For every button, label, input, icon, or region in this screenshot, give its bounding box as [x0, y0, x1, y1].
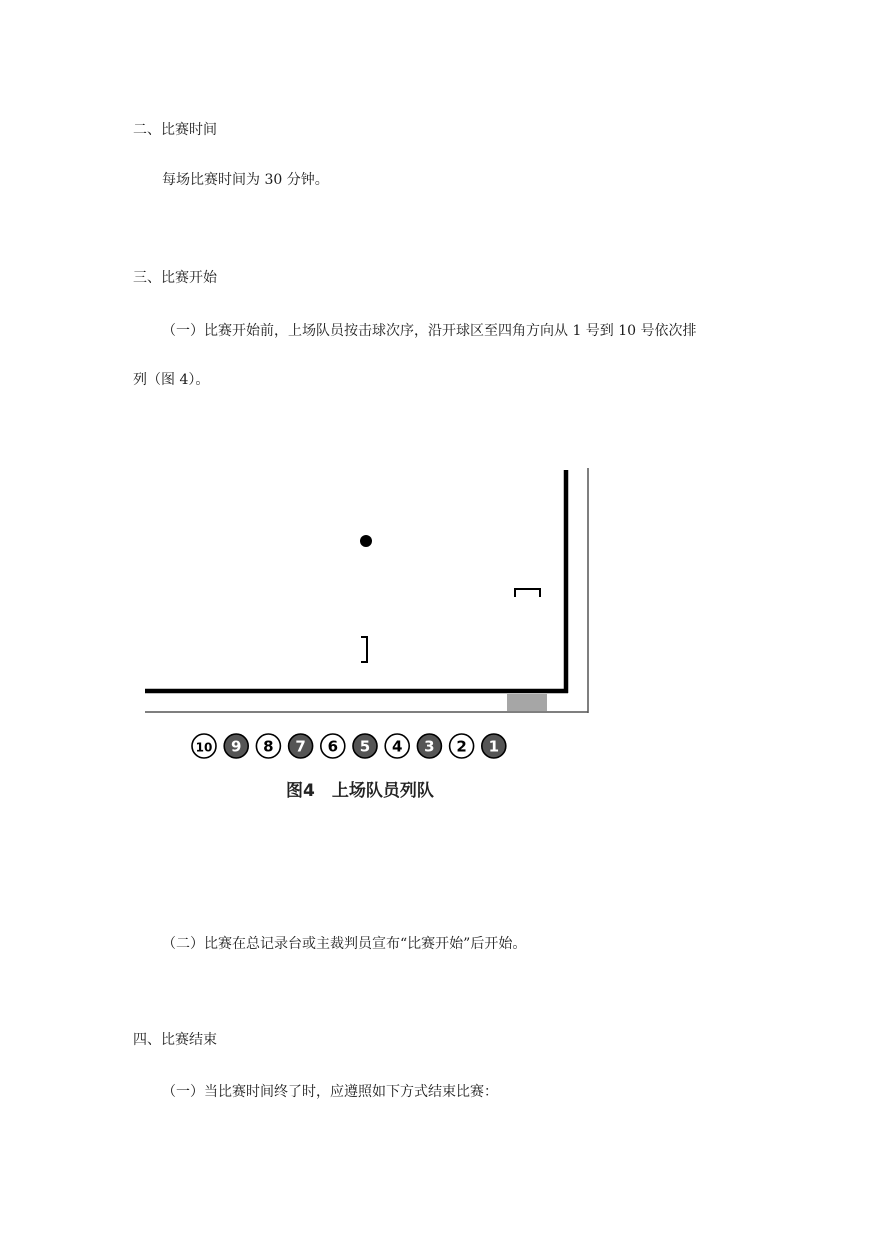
- player-6-label: 6: [327, 737, 339, 756]
- section-3-item-1-line-2: 列（图 4）。: [133, 372, 210, 388]
- player-8-label: 8: [263, 737, 274, 756]
- player-9-label: 9: [230, 737, 242, 756]
- section-2-heading: 二、比赛时间: [133, 122, 217, 138]
- section-3-item-2: （二）比赛在总记录台或主裁判员宣布“比赛开始”后开始。: [162, 936, 527, 952]
- player-10-label: 10: [195, 740, 213, 755]
- figure-caption: 图4 上场队员列队: [286, 781, 434, 801]
- player-lineup: [192, 734, 506, 758]
- center-pole: [360, 535, 372, 547]
- player-5-label: 5: [359, 737, 371, 756]
- gate-marker-2: [361, 637, 367, 662]
- section-4-heading: 四、比赛结束: [133, 1032, 217, 1048]
- start-area: [507, 694, 547, 711]
- section-3-item-1-line-1: （一）比赛开始前，上场队员按击球次序，沿开球区至四角方向从 1 号到 10 号依次排: [162, 323, 697, 339]
- player-7-label: 7: [295, 737, 306, 756]
- player-4-label: 4: [391, 737, 403, 756]
- section-4-item-1: （一）当比赛时间终了时，应遵照如下方式结束比赛：: [162, 1084, 498, 1100]
- section-3-heading: 三、比赛开始: [133, 270, 217, 286]
- player-1-label: 1: [488, 737, 500, 756]
- player-3-label: 3: [424, 737, 435, 756]
- court-diagram: [140, 465, 600, 815]
- gate-marker-1: [515, 589, 540, 597]
- figure-4-court-lineup: [140, 465, 600, 815]
- player-2-label: 2: [456, 737, 467, 756]
- section-2-body: 每场比赛时间为 30 分钟。: [162, 172, 329, 188]
